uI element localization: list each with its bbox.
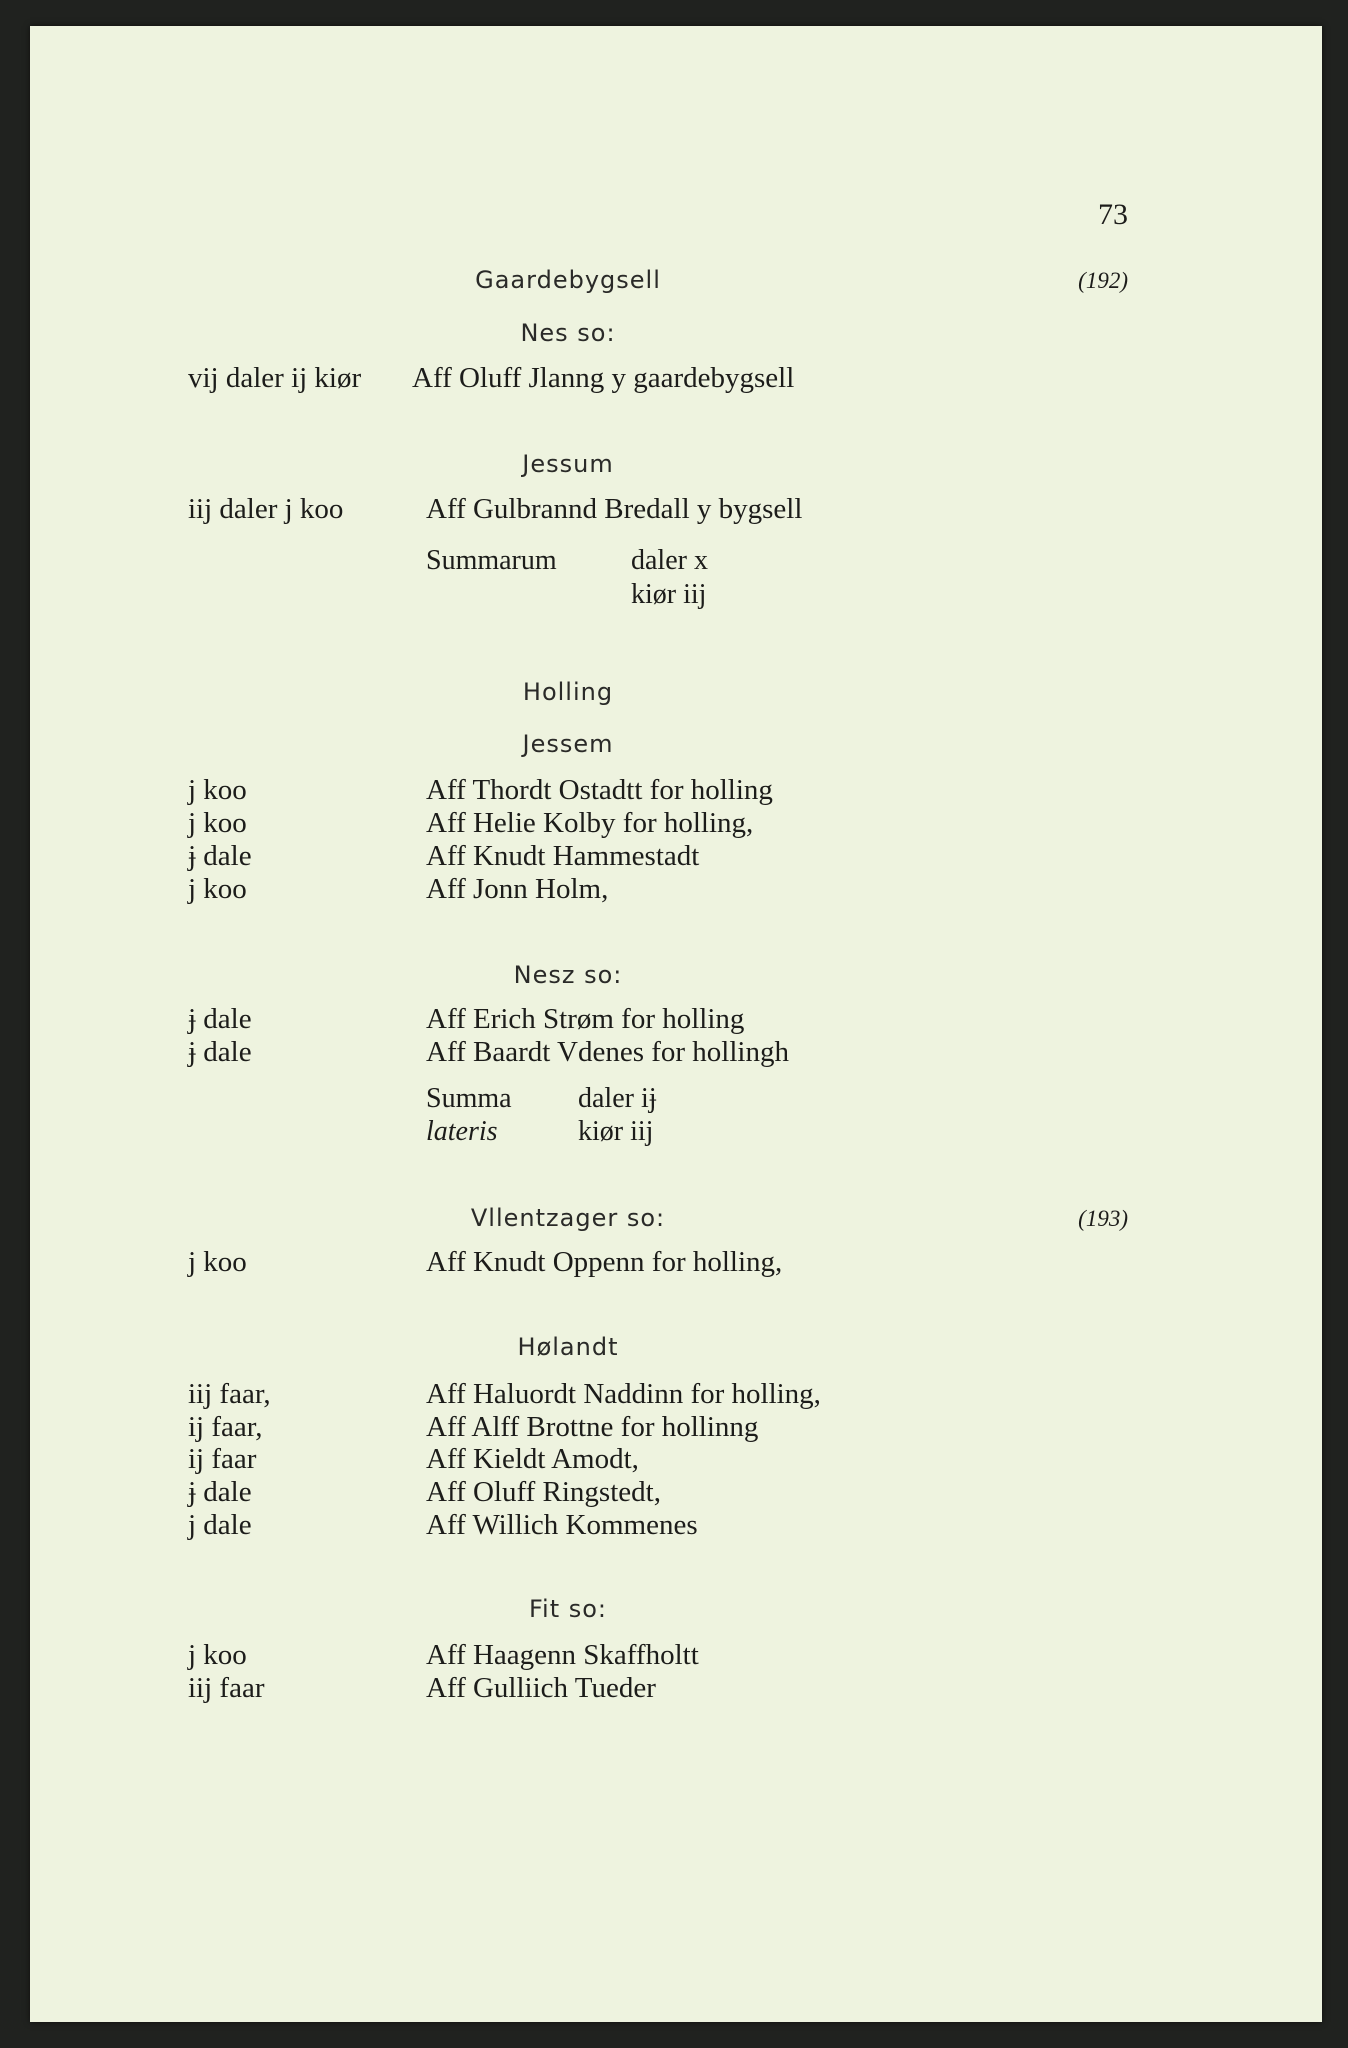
entry-text: Aff Gulbrannd Bredall y bygsell — [426, 493, 803, 525]
entry-text: Aff Alff Brottne for hollinng — [426, 1411, 759, 1443]
entry-amount: j koo — [188, 1246, 247, 1278]
entry-row — [188, 492, 1088, 526]
entry-row — [188, 806, 1088, 840]
entry-amount: iij faar — [188, 1672, 265, 1704]
subheading-nes-so: Nes so: — [520, 319, 616, 347]
entry-amount: ɉ dale — [188, 840, 252, 872]
summary-label: Summarum — [426, 545, 557, 576]
entry-text: Aff Jonn Holm, — [426, 873, 609, 905]
entry-amount: ɉ dale — [188, 1476, 252, 1508]
entry-row — [188, 839, 1088, 873]
entry-row — [188, 872, 1088, 906]
entry-amount: j koo — [188, 774, 247, 806]
summary-line: daler iɉ — [578, 1083, 657, 1114]
entry-amount: ɉ dale — [188, 1003, 252, 1035]
entry-text: Aff Haagenn Skaffholtt — [426, 1639, 699, 1671]
entry-row — [188, 1475, 1088, 1509]
entry-row — [188, 773, 1088, 807]
entry-text: Aff Erich Strøm for holling — [426, 1003, 745, 1035]
section-heading-holling: Holling — [522, 678, 614, 706]
entry-text: Aff Kieldt Amodt, — [426, 1443, 639, 1475]
entry-text: Aff Knudt Oppenn for holling, — [426, 1246, 783, 1278]
entry-amount: iij daler j koo — [188, 493, 344, 525]
summary-label: lateris — [426, 1116, 498, 1147]
page-content — [188, 26, 1128, 2026]
subheading-vllentzager-so: Vllentzager so: — [470, 1204, 666, 1232]
entry-row — [188, 1638, 1088, 1672]
entry-text: Aff Willich Kommenes — [426, 1509, 698, 1541]
summary-line: kiør iij — [631, 579, 707, 610]
entry-amount: ij faar, — [188, 1411, 263, 1443]
entry-amount: j koo — [188, 873, 247, 905]
subheading-fit-so: Fit so: — [528, 1595, 608, 1623]
entry-amount: iij faar, — [188, 1378, 271, 1410]
marginal-folio-192: (192) — [1078, 268, 1128, 293]
section-heading-gaardebygsell: Gaardebygsell — [475, 266, 661, 294]
page-number: 73 — [1098, 198, 1128, 231]
entry-amount: vij daler ij kiør — [188, 362, 362, 394]
subheading-jessem: Jessem — [522, 730, 614, 758]
marginal-folio-193: (193) — [1078, 1206, 1128, 1231]
entry-row — [188, 1508, 1088, 1542]
entry-text: Aff Gulliich Tueder — [426, 1672, 656, 1704]
entry-row — [188, 1245, 1088, 1279]
entry-text: Aff Oluff Ringstedt, — [426, 1476, 661, 1508]
entry-row — [188, 1442, 1088, 1476]
entry-row — [188, 1035, 1088, 1069]
entry-amount: j koo — [188, 807, 247, 839]
entry-text: Aff Thordt Ostadtt for holling — [426, 774, 773, 806]
entry-row — [188, 1002, 1088, 1036]
summary-line: daler x — [631, 545, 708, 576]
entry-text: Aff Knudt Hammestadt — [426, 840, 700, 872]
entry-row — [188, 1410, 1088, 1444]
subheading-jessum: Jessum — [522, 450, 614, 478]
entry-row — [188, 361, 1088, 395]
entry-amount: j koo — [188, 1639, 247, 1671]
entry-text: Aff Oluff Jlanng y gaardebygsell — [412, 362, 795, 394]
entry-row — [188, 1671, 1088, 1705]
entry-amount: ɉ dale — [188, 1036, 252, 1068]
subheading-nesz-so: Nesz so: — [513, 961, 623, 989]
entry-text: Aff Haluordt Naddinn for holling, — [426, 1378, 821, 1410]
subheading-holandt: Hølandt — [517, 1333, 619, 1361]
entry-amount: ij faar — [188, 1443, 257, 1475]
entry-text: Aff Helie Kolby for holling, — [426, 807, 754, 839]
entry-text: Aff Baardt Vdenes for hollingh — [426, 1036, 789, 1068]
summary-label: Summa — [426, 1083, 512, 1114]
summary-line: kiør iij — [578, 1116, 654, 1147]
entry-amount: j dale — [188, 1509, 252, 1541]
entry-row — [188, 1377, 1088, 1411]
document-page — [30, 26, 1322, 2022]
